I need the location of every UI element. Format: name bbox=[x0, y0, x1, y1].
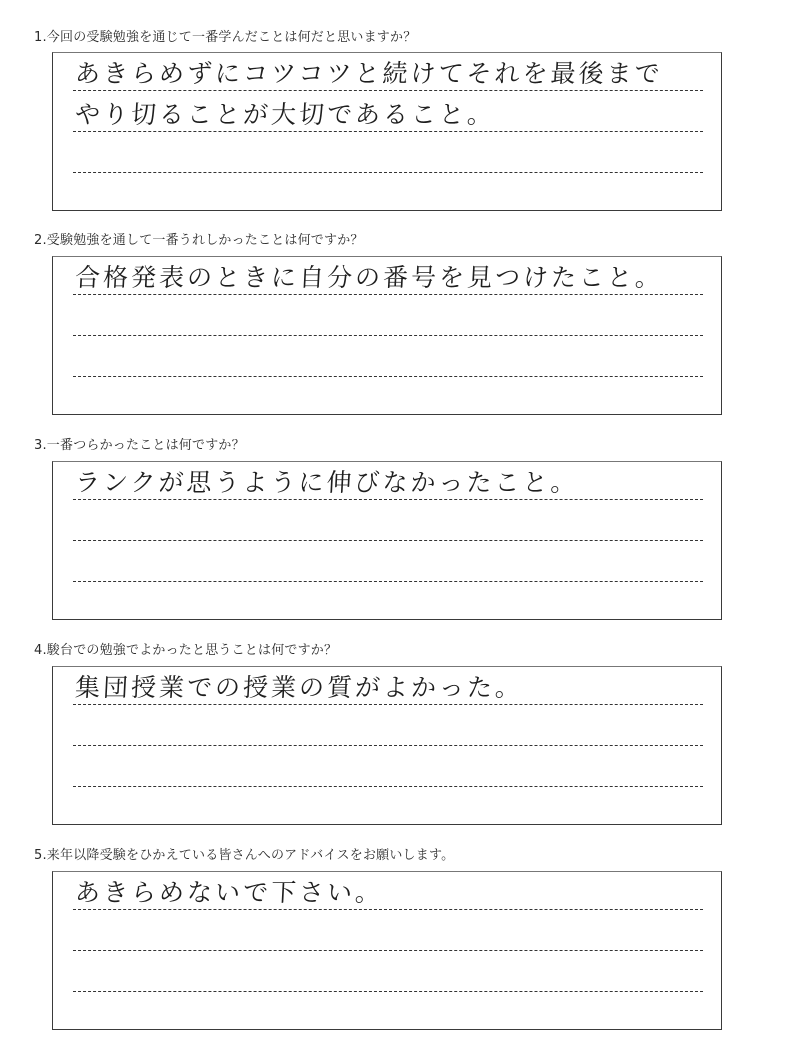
question-4: 4.駿台での勉強でよかったと思うことは何ですか？ bbox=[34, 643, 338, 658]
answer-rule bbox=[73, 540, 703, 541]
answer-box-2 bbox=[52, 256, 722, 415]
answer-rule bbox=[73, 172, 703, 173]
answer-rule bbox=[73, 131, 703, 132]
question-5: 5.来年以降受験をひかえている皆さんへのアドバイスをお願いします。 bbox=[34, 848, 455, 863]
question-3: 3.一番つらかったことは何ですか？ bbox=[34, 438, 245, 453]
answer-rule bbox=[73, 376, 703, 377]
answer-rule bbox=[73, 294, 703, 295]
answer-rule bbox=[73, 786, 703, 787]
answer-box-1 bbox=[52, 52, 722, 211]
answer-rule bbox=[73, 950, 703, 951]
answer-box-4 bbox=[52, 666, 722, 825]
answer-rule bbox=[73, 991, 703, 992]
answer-2-line-1: 合格発表のときに自分の番号を見つけたこと。 bbox=[74, 263, 664, 292]
answer-rule bbox=[73, 335, 703, 336]
answer-rule bbox=[73, 745, 703, 746]
question-2: 2.受験勉強を通して一番うれしかったことは何ですか？ bbox=[34, 233, 364, 248]
answer-box-3 bbox=[52, 461, 722, 620]
question-1: 1.今回の受験勉強を通じて一番学んだことは何だと思いますか？ bbox=[34, 30, 417, 45]
answer-4-line-1: 集団授業での授業の質がよかった。 bbox=[74, 673, 524, 702]
answer-rule bbox=[73, 581, 703, 582]
answer-rule bbox=[73, 499, 703, 500]
answer-rule bbox=[73, 909, 703, 910]
answer-rule bbox=[73, 704, 703, 705]
answer-3-line-1: ランクが思うように伸びなかったこと。 bbox=[74, 468, 580, 497]
answer-1-line-2: やり切ることが大切であること。 bbox=[74, 100, 496, 129]
answer-5-line-1: あきらめないで下さい。 bbox=[74, 878, 384, 907]
answer-1-line-1: あきらめずにコツコツと続けてそれを最後まで bbox=[74, 59, 664, 88]
answer-rule bbox=[73, 90, 703, 91]
answer-box-5 bbox=[52, 871, 722, 1030]
